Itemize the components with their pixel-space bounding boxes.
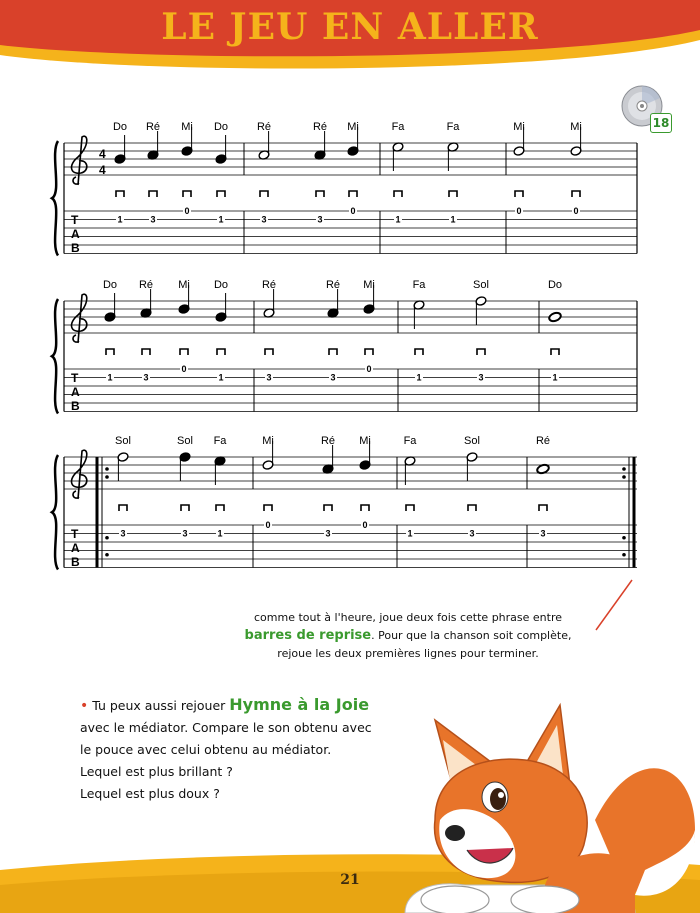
tab-fret-number: 3	[266, 372, 272, 383]
tab-fret-number: 3	[325, 528, 331, 539]
tab-letter-t: T	[71, 371, 79, 385]
downstroke-symbol	[515, 191, 523, 197]
downstroke-symbol	[265, 349, 273, 355]
note-head	[548, 311, 562, 322]
tab-fret-number: 3	[478, 372, 484, 383]
tab-fret-number: 3	[317, 214, 323, 225]
tab-letter-b: B	[71, 241, 80, 255]
tab-fret-number: 0	[362, 520, 368, 530]
tip-highlight: Hymne à la Joie	[229, 695, 370, 714]
page-number: 21	[340, 872, 360, 888]
note-name-label: Ré	[312, 121, 328, 133]
downstroke-symbol	[449, 191, 457, 197]
track-number-badge: 18	[650, 113, 672, 133]
tab-fret-number: 0	[350, 206, 356, 216]
note-name-label: Mi	[178, 279, 190, 291]
repeat-dot	[622, 475, 626, 479]
tab-fret-number: 3	[120, 528, 126, 539]
tab-fret-number: 1	[217, 528, 223, 539]
tab-fret-number: 3	[469, 528, 475, 539]
note-name-label: Sol	[115, 435, 131, 447]
tab-fret-number: 1	[552, 372, 558, 383]
downstroke-symbol	[106, 349, 114, 355]
tab-fret-number: 3	[182, 528, 188, 539]
downstroke-symbol	[181, 505, 189, 511]
note-name-label: Mi	[347, 121, 359, 133]
downstroke-symbol	[183, 191, 191, 197]
note-name-label: Fa	[412, 279, 426, 291]
note-name-label: Fa	[391, 121, 405, 133]
tip-line-3: le pouce avec celui obtenu au médiator.	[80, 742, 332, 757]
downstroke-symbol	[551, 349, 559, 355]
tip-line-2: avec le médiator. Compare le son obtenu avec	[80, 720, 372, 735]
note-name-label: Do	[547, 279, 563, 291]
tab-fret-number: 0	[265, 520, 271, 530]
tab-letter-b: B	[71, 399, 80, 413]
downstroke-symbol	[365, 349, 373, 355]
time-signature-top: 4	[99, 147, 106, 161]
note-name-label: Ré	[535, 435, 551, 447]
tab-letter-b: B	[71, 555, 80, 569]
note-name-label: Mi	[513, 121, 525, 133]
note-name-label: Ré	[325, 279, 341, 291]
downstroke-symbol	[361, 505, 369, 511]
downstroke-symbol	[415, 349, 423, 355]
note-name-label: Mi	[363, 279, 375, 291]
note-name-label: Do	[102, 279, 118, 291]
tab-fret-number: 1	[416, 372, 422, 383]
downstroke-symbol	[316, 191, 324, 197]
downstroke-symbol	[394, 191, 402, 197]
downstroke-symbol	[572, 191, 580, 197]
tab-letter-a: A	[71, 541, 80, 555]
tip-paragraph	[80, 694, 410, 805]
downstroke-symbol	[477, 349, 485, 355]
tab-letter-t: T	[71, 527, 79, 541]
tab-fret-number: 3	[143, 372, 149, 383]
tab-fret-number: 1	[218, 214, 224, 225]
downstroke-symbol	[329, 349, 337, 355]
tip-line-5: Lequel est plus doux ?	[80, 786, 220, 801]
repeat-dot	[622, 536, 626, 540]
tab-letter-a: A	[71, 227, 80, 241]
downstroke-symbol	[116, 191, 124, 197]
downstroke-symbol	[119, 505, 127, 511]
repeat-instruction	[220, 609, 596, 663]
system-brace	[52, 141, 58, 256]
repeat-dot	[105, 467, 109, 471]
downstroke-symbol	[180, 349, 188, 355]
note-name-label: Sol	[473, 279, 489, 291]
repeat-dot	[105, 536, 109, 540]
tab-fret-number: 0	[366, 364, 372, 374]
treble-clef	[72, 450, 87, 499]
treble-clef	[72, 136, 87, 185]
downstroke-symbol	[324, 505, 332, 511]
note-name-label: Ré	[138, 279, 154, 291]
note-name-label: Ré	[256, 121, 272, 133]
caption-line-3: rejoue les deux premières lignes pour terminer.	[277, 647, 539, 660]
tab-fret-number: 0	[516, 206, 522, 216]
note-name-label: Mi	[359, 435, 371, 447]
downstroke-symbol	[468, 505, 476, 511]
repeat-dot	[622, 553, 626, 557]
tab-fret-number: 3	[330, 372, 336, 383]
note-name-label: Mi	[181, 121, 193, 133]
downstroke-symbol	[217, 349, 225, 355]
tab-letter-a: A	[71, 385, 80, 399]
note-name-label: Do	[112, 121, 128, 133]
downstroke-symbol	[539, 505, 547, 511]
caption-highlight: barres de reprise	[244, 628, 372, 643]
note-name-label: Fa	[446, 121, 460, 133]
treble-clef	[72, 294, 87, 343]
system-brace	[52, 299, 58, 414]
repeat-dot	[105, 475, 109, 479]
tab-fret-number: 0	[181, 364, 187, 374]
tab-fret-number: 0	[573, 206, 579, 216]
tab-fret-number: 1	[450, 214, 456, 225]
tab-fret-number: 3	[150, 214, 156, 225]
caption-line-2: . Pour que la chanson soit complète,	[371, 629, 572, 642]
repeat-dot	[105, 553, 109, 557]
repeat-dot	[622, 467, 626, 471]
caption-line-1: comme tout à l'heure, joue deux fois cette phrase entre	[253, 611, 563, 624]
downstroke-symbol	[349, 191, 357, 197]
note-name-label: Ré	[320, 435, 336, 447]
tab-fret-number: 1	[107, 372, 113, 383]
downstroke-symbol	[260, 191, 268, 197]
note-name-label: Sol	[464, 435, 480, 447]
note-name-label: Ré	[261, 279, 277, 291]
downstroke-symbol	[216, 505, 224, 511]
system-brace	[52, 455, 58, 570]
tab-fret-number: 1	[395, 214, 401, 225]
tab-fret-number: 1	[218, 372, 224, 383]
tab-fret-number: 3	[261, 214, 267, 225]
tab-fret-number: 0	[184, 206, 190, 216]
downstroke-symbol	[264, 505, 272, 511]
note-name-label: Mi	[262, 435, 274, 447]
tip-prefix: Tu peux aussi rejouer	[88, 698, 230, 713]
downstroke-symbol	[149, 191, 157, 197]
downstroke-symbol	[142, 349, 150, 355]
note-name-label: Do	[213, 121, 229, 133]
tip-line-4: Lequel est plus brillant ?	[80, 764, 233, 779]
tab-fret-number: 3	[540, 528, 546, 539]
downstroke-symbol	[217, 191, 225, 197]
note-name-label: Fa	[213, 435, 227, 447]
note-name-label: Mi	[570, 121, 582, 133]
downstroke-symbol	[406, 505, 414, 511]
tab-fret-number: 1	[407, 528, 413, 539]
note-name-label: Sol	[177, 435, 193, 447]
page-title: LE JEU EN ALLER	[161, 6, 539, 48]
time-signature-bottom: 4	[99, 163, 106, 177]
note-name-label: Ré	[145, 121, 161, 133]
bullet-dot: •	[80, 698, 89, 714]
tab-letter-t: T	[71, 213, 79, 227]
note-name-label: Fa	[403, 435, 417, 447]
note-name-label: Do	[213, 279, 229, 291]
tab-fret-number: 1	[117, 214, 123, 225]
